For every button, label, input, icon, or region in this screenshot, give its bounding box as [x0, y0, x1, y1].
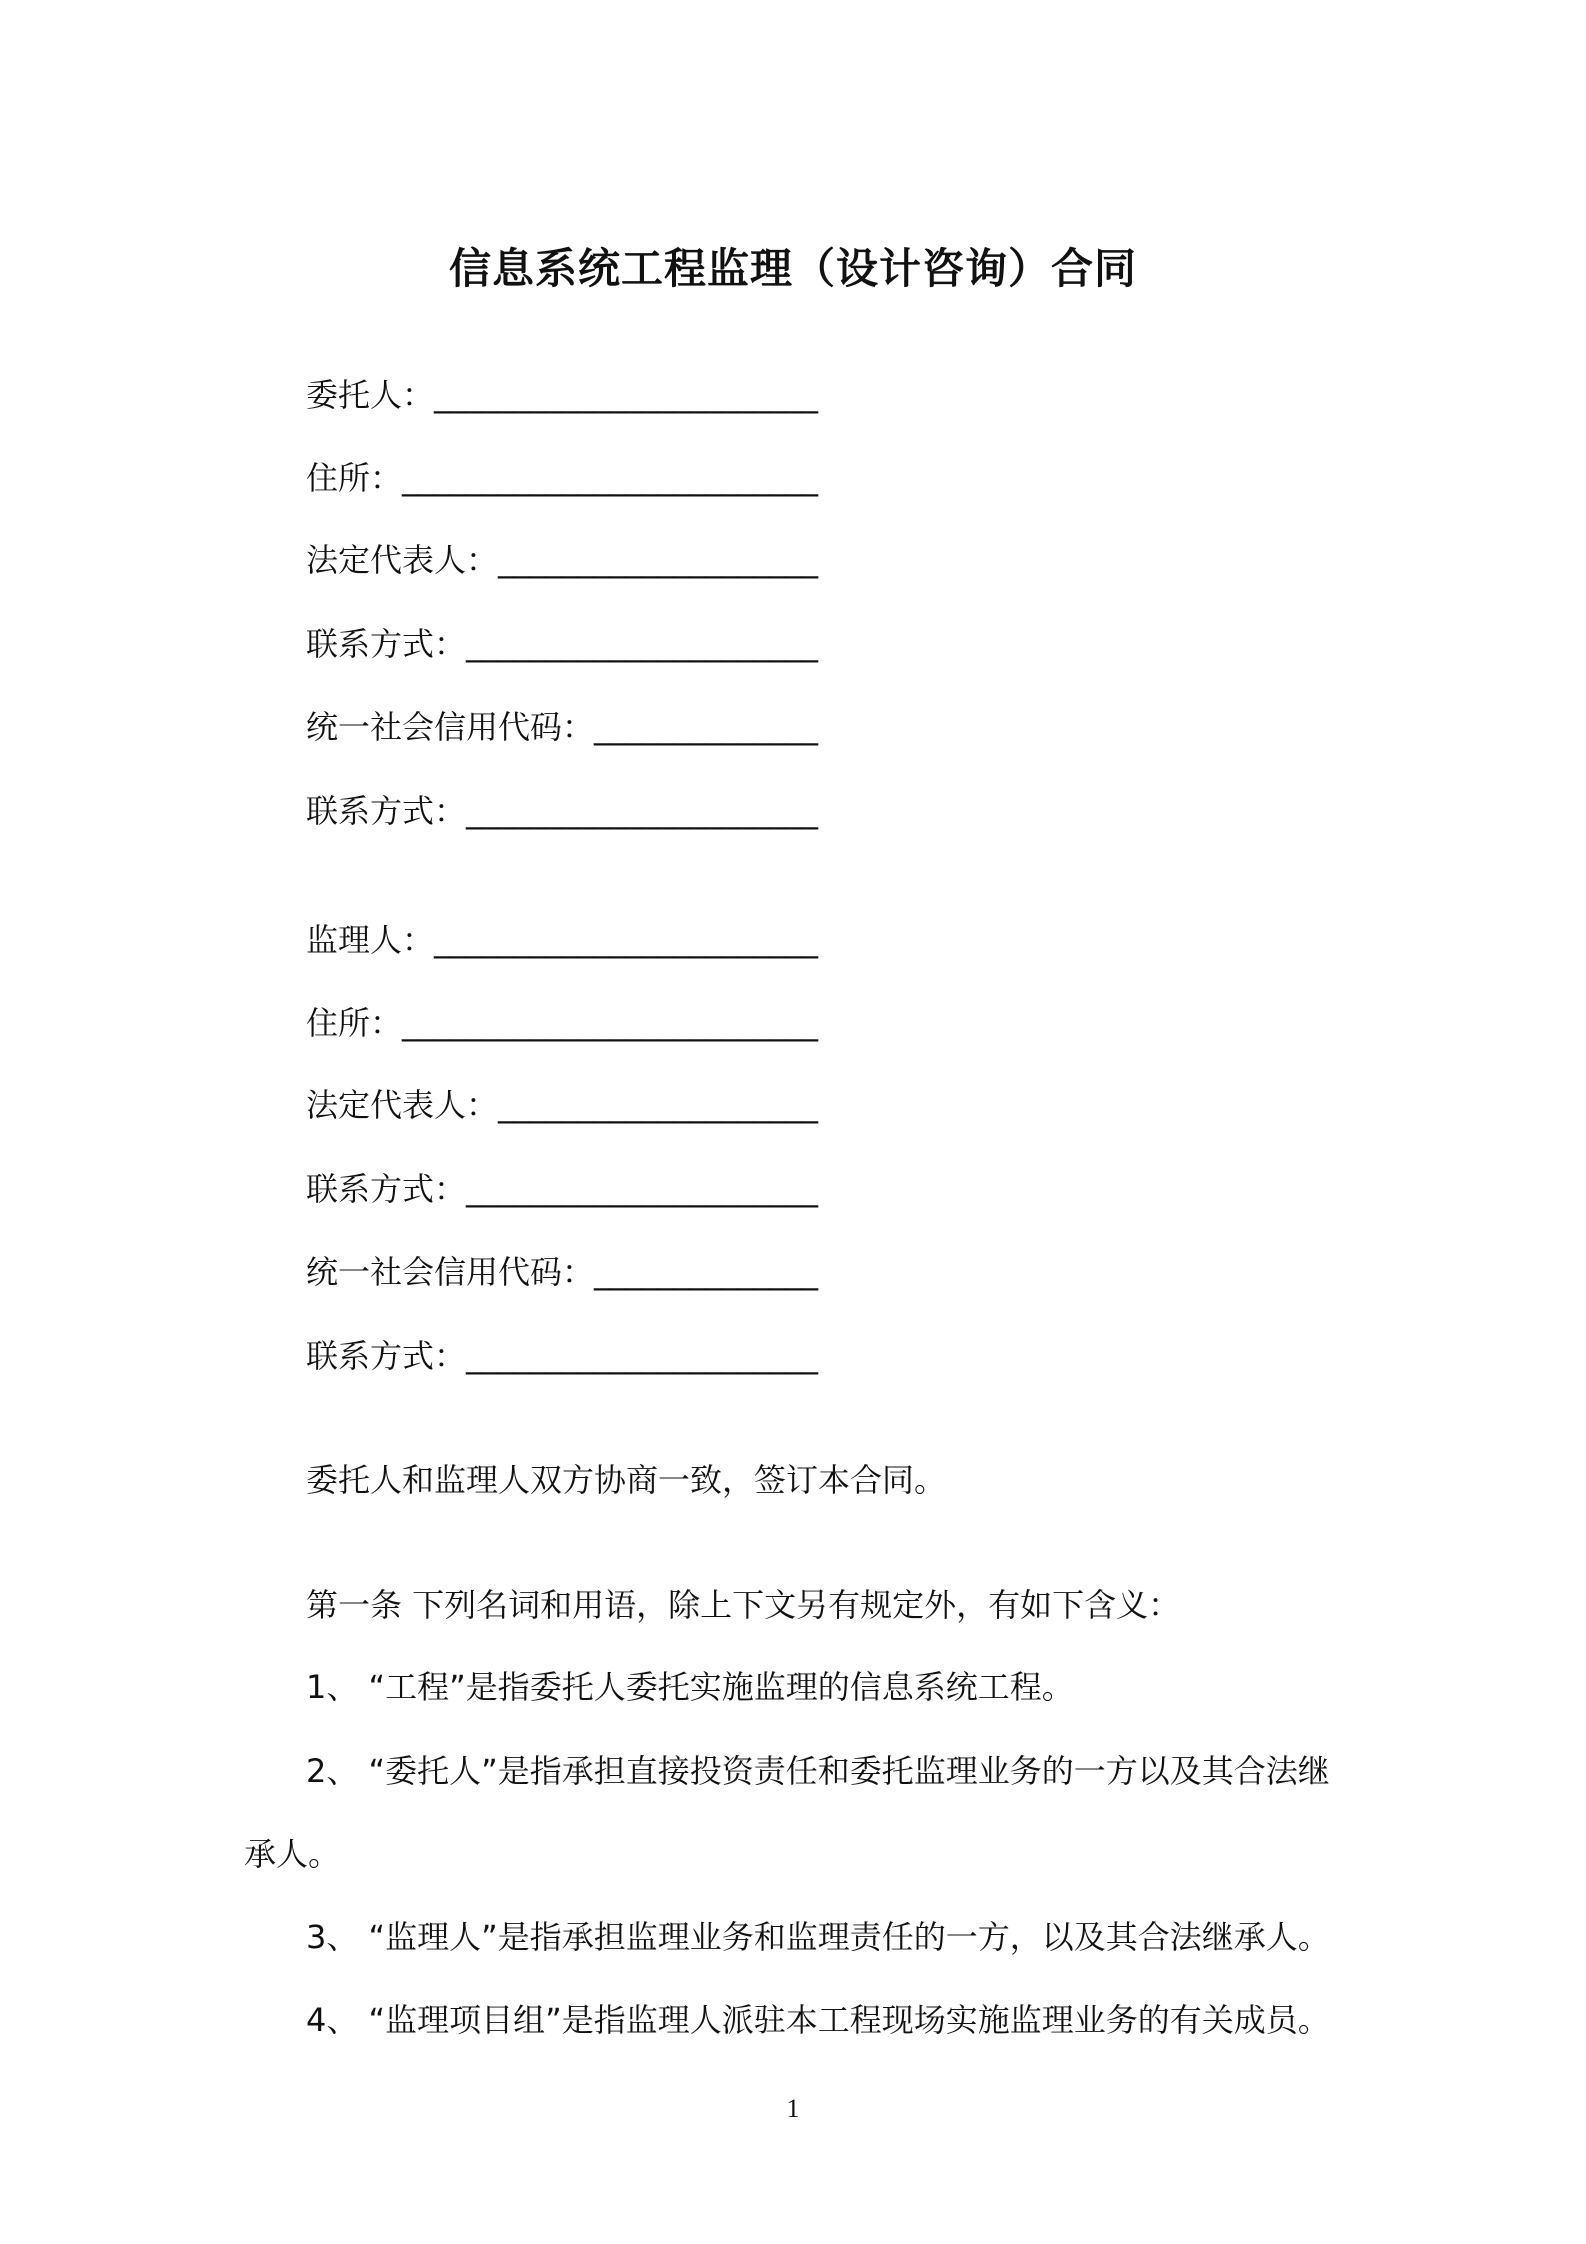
blank-line: ______________________: [466, 1170, 819, 1208]
field-label: 委托人：: [306, 376, 435, 414]
definition-item: 3、 “监理人”是指承担监理业务和监理责任的一方，以及其合法继承人。: [306, 1918, 1330, 1956]
supervisor-legal-rep-field: [306, 1085, 818, 1125]
field-label: 住所：: [306, 1004, 403, 1042]
field-label: 统一社会信用代码：: [306, 1253, 595, 1291]
blank-line: ____________________: [498, 541, 819, 579]
field-label: 法定代表人：: [306, 1086, 499, 1124]
supervisor-contact-field-2: [306, 1336, 818, 1376]
field-label: 联系方式：: [306, 625, 467, 663]
client-address-field: [306, 458, 818, 498]
supervisor-address-field: [306, 1003, 818, 1043]
definition-item: 2、 “委托人”是指承担直接投资责任和委托监理业务的一方以及其合法继: [306, 1752, 1330, 1790]
client-legal-rep-field: [306, 540, 818, 580]
field-label: 统一社会信用代码：: [306, 708, 595, 746]
blank-line: ________________________: [434, 921, 819, 959]
client-contact-field-2: [306, 791, 818, 831]
field-label: 住所：: [306, 459, 403, 497]
client-contact-field: [306, 624, 818, 664]
blank-line: ______________________: [466, 625, 819, 663]
definition-item-continuation: 承人。: [244, 1835, 341, 1873]
supervisor-name-field: [306, 920, 818, 960]
field-label: 联系方式：: [306, 1337, 467, 1375]
supervisor-contact-field: [306, 1169, 818, 1209]
blank-line: ______________: [594, 1253, 819, 1291]
client-name-field: [306, 375, 818, 415]
field-label: 法定代表人：: [306, 541, 499, 579]
blank-line: ____________________: [498, 1086, 819, 1124]
page-number: 1: [786, 2094, 800, 2123]
definition-item: 1、 “工程”是指委托人委托实施监理的信息系统工程。: [306, 1668, 1074, 1706]
definition-item: 4、 “监理项目组”是指监理人派驻本工程现场实施监理业务的有关成员。: [306, 2001, 1330, 2039]
article-heading: 第一条 下列名词和用语，除上下文另有规定外，有如下含义：: [306, 1586, 1181, 1624]
document-title: 信息系统工程监理（设计咨询）合同: [448, 244, 1137, 293]
blank-line: ________________________: [434, 376, 819, 414]
field-label: 监理人：: [306, 921, 435, 959]
blank-line: ______________: [594, 708, 819, 746]
field-label: 联系方式：: [306, 1170, 467, 1208]
blank-line: __________________________: [402, 459, 819, 497]
client-credit-code-field: [306, 707, 818, 747]
blank-line: ______________________: [466, 792, 819, 830]
field-label: 联系方式：: [306, 792, 467, 830]
blank-line: ______________________: [466, 1337, 819, 1375]
blank-line: __________________________: [402, 1004, 819, 1042]
agreement-statement: 委托人和监理人双方协商一致，签订本合同。: [306, 1461, 947, 1499]
supervisor-credit-code-field: [306, 1252, 818, 1292]
